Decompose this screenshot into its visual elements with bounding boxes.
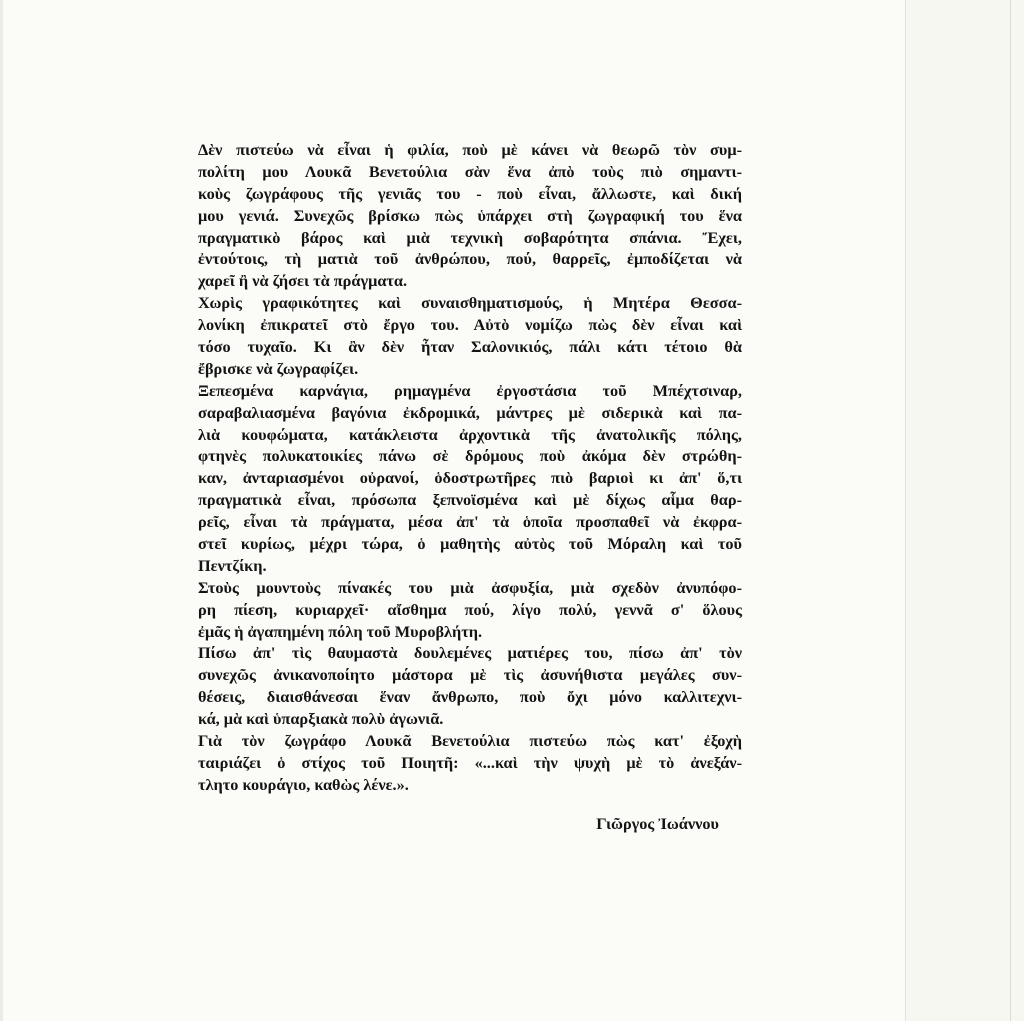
paragraph — [198, 380, 742, 577]
text-line: μου γενιά. Συνεχῶς βρίσκω πὼς ὑπάρχει στὴ ζωγραφική του ἕνα — [198, 205, 742, 225]
paragraph — [198, 577, 742, 643]
text-line: στεῖ κυρίως, μέχρι τώρα, ὁ μαθητὴς αὐτὸς τοῦ Μόραλη καὶ τοῦ — [198, 534, 742, 554]
text-line: ρεῖς, εἶναι τὰ πράγματα, μέσα ἀπ' τὰ ὁποῖα προσπαθεῖ νὰ ἐκφρα- — [198, 512, 742, 532]
text-line: ρη πίεση, κυριαρχεῖ· αἴσθημα πού, λίγο πολύ, γεννᾶ σ' ὅλους — [198, 599, 742, 619]
text-line: καν, ἀνταριασμένοι οὐρανοί, ὁδοστρωτῆρες πιὸ βαριοὶ κι ἀπ' ὅ,τι — [198, 468, 742, 488]
text-line: Πίσω ἀπ' τὶς θαυμαστὰ δουλεμένες ματιέρες του, πίσω ἀπ' τὸν — [198, 643, 742, 663]
text-line: Πεντζίκη. — [198, 555, 267, 575]
page-left-edge — [0, 0, 3, 1021]
text-line: Χωρὶς γραφικότητες καὶ συναισθηματισμούς, ἡ Μητέρα Θεσσα- — [198, 293, 742, 313]
paragraph — [198, 292, 742, 380]
text-line: ἔβρισκε νὰ ζωγραφίζει. — [198, 358, 359, 378]
text-line: Δὲν πιστεύω νὰ εἶναι ἡ φιλία, ποὺ μὲ κάνει νὰ θεωρῶ τὸν συμ- — [198, 140, 742, 159]
text-line: Ξεπεσμένα καρνάγια, ρημαγμένα ἐργοστάσια τοῦ Μπέχτσιναρ, — [198, 380, 742, 400]
text-line: κοὺς ζωγράφους τῆς γενιᾶς του - ποὺ εἶναι, ἄλλωστε, καὶ δική — [198, 183, 742, 203]
paragraph — [198, 139, 742, 292]
text-line: σαραβαλιασμένα βαγόνια ἐκδρομικά, μάντρες μὲ σιδερικὰ καὶ πα- — [198, 402, 742, 422]
text-line: κά, μὰ καὶ ὑπαρξιακὰ πολὺ ἀγωνιᾶ. — [198, 709, 444, 729]
text-line: ἐντούτοις, τὴ ματιὰ τοῦ ἀνθρώπου, πού, θαρρεῖς, ἐμποδίζεται νὰ — [198, 249, 742, 269]
text-line: λονίκη ἐπικρατεῖ στὸ ἔργο του. Αὐτὸ νομίζω πὼς δὲν εἶναι καὶ — [198, 315, 742, 335]
text-line: συνεχῶς ἀνικανοποίητο μάστορα μὲ τὶς ἀσυνήθιστα μεγάλες συν- — [198, 665, 742, 685]
author-signature: Γιῶργος Ἰωάννου — [596, 814, 719, 833]
text-line: Στοὺς μουντοὺς πίνακές του μιὰ ἀσφυξία, μιὰ σχεδὸν ἀνυπόφο- — [198, 577, 742, 597]
text-line: τόσο τυχαῖο. Κι ἂν δὲν ἦταν Σαλονικιός, πάλι κάτι τέτοιο θὰ — [198, 337, 742, 357]
text-line: Γιὰ τὸν ζωγράφο Λουκᾶ Βενετούλια πιστεύω πὼς κατ' ἐξοχὴ — [198, 731, 742, 751]
page-fold-line — [1010, 0, 1011, 1021]
paragraph — [198, 730, 742, 796]
text-line: ἐμᾶς ἡ ἀγαπημένη πόλη τοῦ Μυροβλήτη. — [198, 621, 483, 641]
paragraph — [198, 642, 742, 730]
text-line: χαρεῖ ἢ νὰ ζήσει τὰ πράγματα. — [198, 271, 408, 291]
page-fold-flap — [905, 0, 1024, 1021]
text-line: φτηνὲς πολυκατοικίες πάνω σὲ δρόμους ποὺ ἀκόμα δὲν στρώθη- — [198, 446, 742, 466]
text-line: ταιριάζει ὁ στίχος τοῦ Ποιητῆ: «...καὶ τὴν ψυχὴ μὲ τὸ ἀνεξάν- — [198, 752, 742, 772]
text-line: πολίτη μου Λουκᾶ Βενετούλια σὰν ἕνα ἀπὸ τοὺς πιὸ σημαντι- — [198, 161, 742, 181]
text-line: θέσεις, διαισθάνεσαι ἕναν ἄνθρωπο, ποὺ ὄχι μόνο καλλιτεχνι- — [198, 687, 742, 707]
text-line: πραγματικὸ βάρος καὶ μιὰ τεχνικὴ σοβαρότητα σπάνια. Ἔχει, — [198, 227, 742, 247]
body-text — [198, 139, 742, 796]
text-line: πραγματικὰ εἶναι, πρόσωπα ξεπνοϊσμένα καὶ μὲ δίχως αἷμα θαρ- — [198, 490, 742, 510]
text-line: τλητο κουράγιο, καθὼς λένε.». — [198, 774, 409, 794]
text-line: λιὰ κουφώματα, κατάκλειστα ἀρχοντικὰ τῆς ἀνατολικῆς πόλης, — [198, 424, 742, 444]
